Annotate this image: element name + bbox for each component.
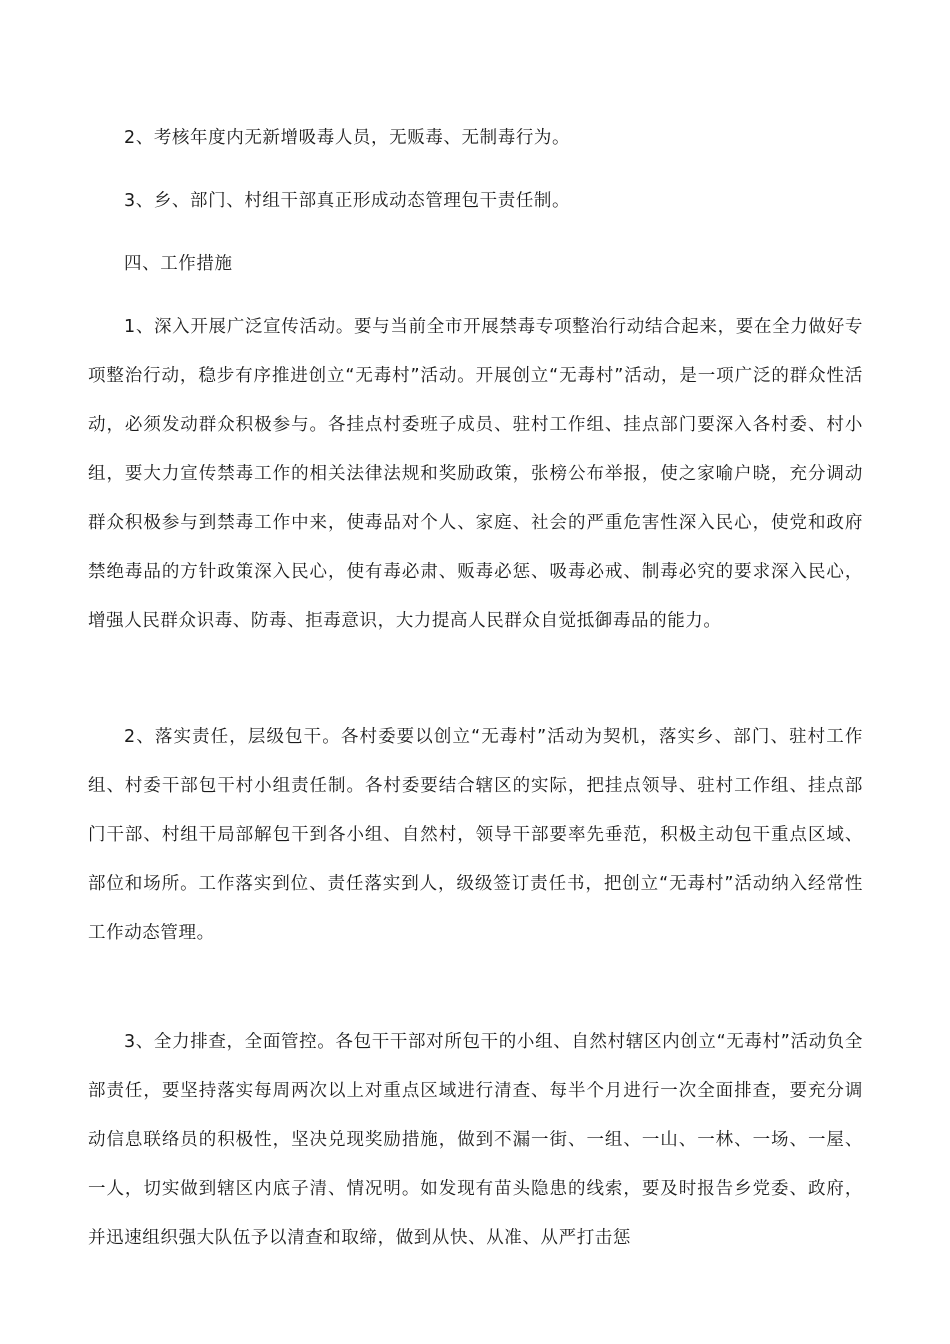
paragraph-measure-3: 3、全力排查，全面管控。各包干干部对所包干的小组、自然村辖区内创立“无毒村”活动负全部责任，要坚持落实每周两次以上对重点区域进行清查、每半个月进行一次全面排查，要充分调动信息联络员的积极性，坚决兑现奖励措施，做到不漏一街、一组、一山、一林、一场、一屋、一人，切实做到辖区内底子清、情况明。如发现有苗头隐患的线索，要及时报告乡党委、政府，并迅速组织强大队伍予以清查和取缔，做到从快、从准、从严打击惩 [88,1032,863,1248]
paragraph-goal-2: 2、考核年度内无新增吸毒人员，无贩毒、无制毒行为。 [124,128,571,148]
paragraph-goal-3: 3、乡、部门、村组干部真正形成动态管理包干责任制。 [124,191,571,211]
paragraph-measure-2: 2、落实责任，层级包干。各村委要以创立“无毒村”活动为契机，落实乡、部门、驻村工作组、村委干部包干村小组责任制。各村委要结合辖区的实际，把挂点领导、驻村工作组、挂点部门干部、村组干局部解包干到各小组、自然村，领导干部要率先垂范，积极主动包干重点区域、部位和场所。工作落实到位、责任落实到人，级级签订责任书，把创立“无毒村”活动纳入经常性工作动态管理。 [88,727,863,943]
section-heading-measures: 四、工作措施 [124,254,233,274]
paragraph-measure-1: 1、深入开展广泛宣传活动。要与当前全市开展禁毒专项整治行动结合起来，要在全力做好专项整治行动，稳步有序推进创立“无毒村”活动。开展创立“无毒村”活动，是一项广泛的群众性活动，必须发动群众积极参与。各挂点村委班子成员、驻村工作组、挂点部门要深入各村委、村小组，要大力宣传禁毒工作的相关法律法规和奖励政策，张榜公布举报，使之家喻户晓，充分调动群众积极参与到禁毒工作中来，使毒品对个人、家庭、社会的严重危害性深入民心，使党和政府禁绝毒品的方针政策深入民心，使有毒必肃、贩毒必惩、吸毒必戒、制毒必究的要求深入民心，增强人民群众识毒、防毒、拒毒意识，大力提高人民群众自觉抵御毒品的能力。 [88,317,863,631]
